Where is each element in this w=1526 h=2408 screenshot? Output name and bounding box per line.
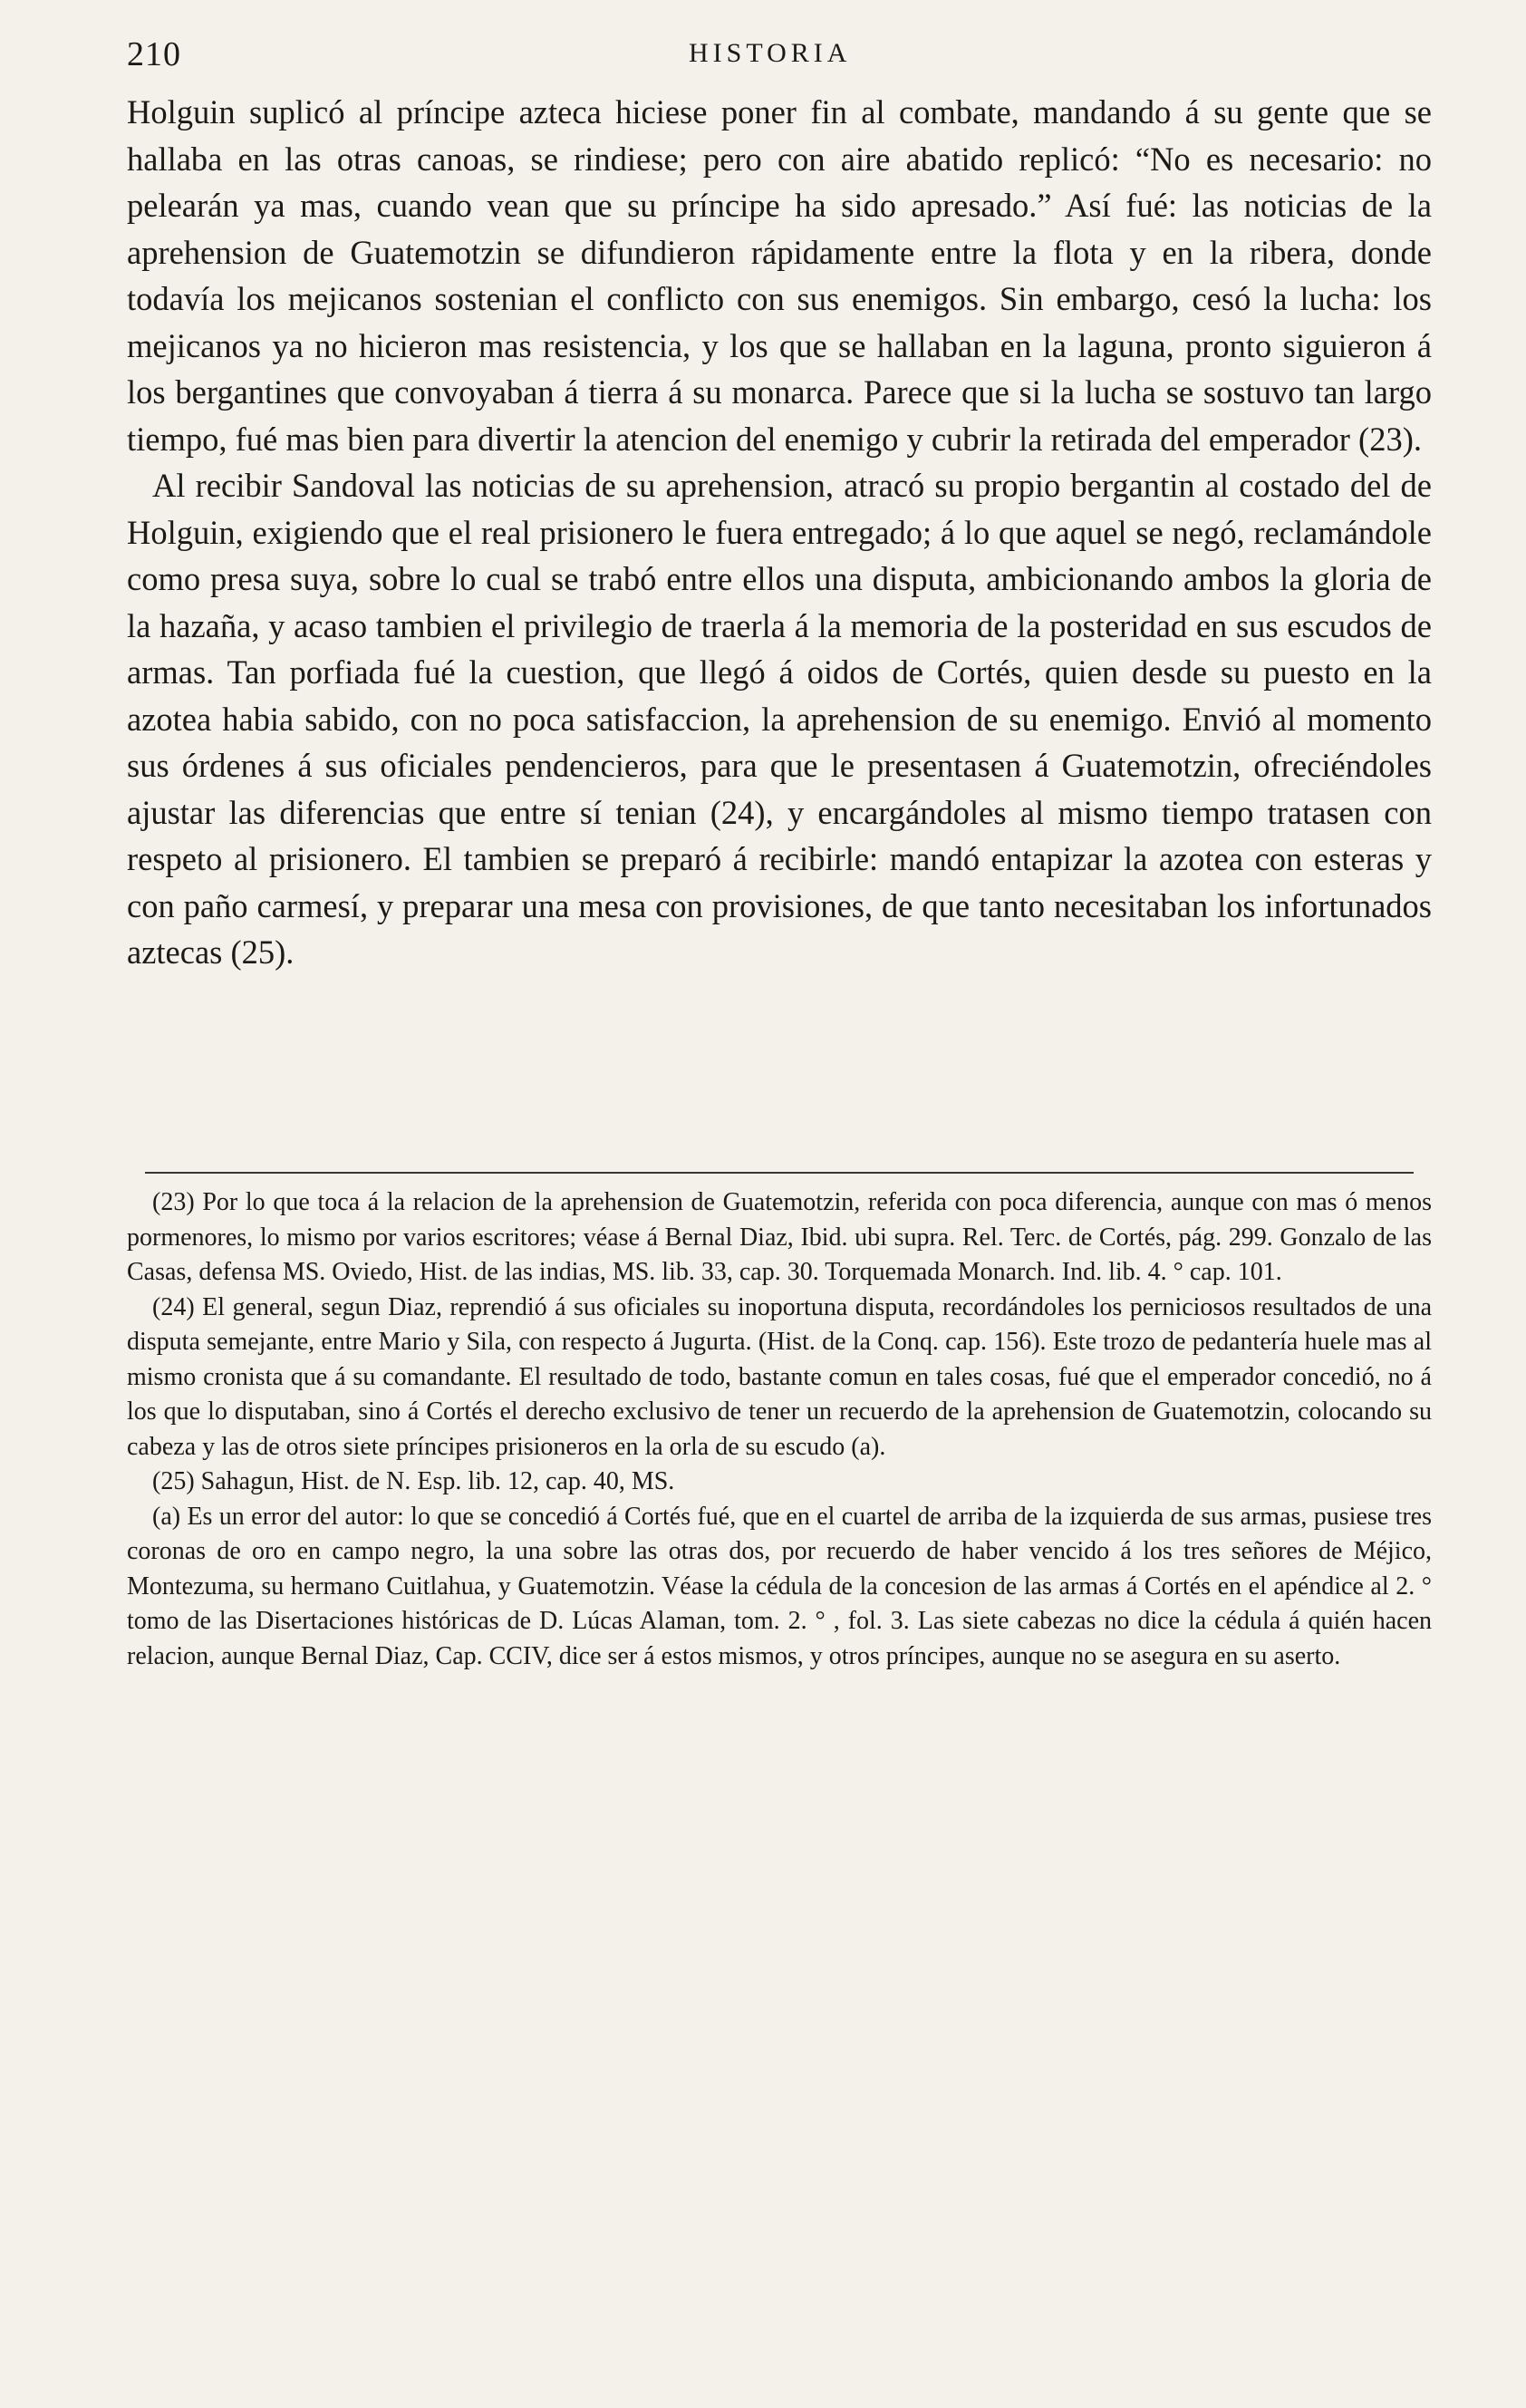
- paragraph: Al recibir Sandoval las noticias de su aprehension, atracó su propio bergantin al costado del de Holguin, exigiendo que el real prisionero le fuera entregado; á lo que aquel se negó, reclamándole como presa suya, sobre lo cual se trabó entre ellos una disputa, ambicionando ambos la gloria de la hazaña, y acaso tambien el privilegio de traerla á la memoria de la posteridad en sus escudos de armas. Tan porfiada fué la cuestion, que llegó á oidos de Cortés, quien desde su puesto en la azotea habia sabido, con no poca satisfaccion, la aprehension de su enemigo. Envió al momento sus órdenes á sus oficiales pendencieros, para que le presentasen á Guatemotzin, ofreciéndoles ajustar las diferencias que entre sí tenian (24), y encargándoles al mismo tiempo tratasen con respeto al prisionero. El tambien se preparó á recibirle: mandó entapizar la azotea con esteras y con paño carmesí, y preparar una mesa con provisiones, de que tanto necesitaban los infortunados aztecas (25).: [127, 467, 1432, 971]
- footnotes: [127, 1185, 1432, 1674]
- footnote: (23) Por lo que toca á la relacion de la aprehension de Guatemotzin, referida con poca diferencia, aunque con mas ó menos pormenores, lo mismo por varios escritores; véase á Bernal Diaz, Ibid. ubi supra. Rel. Terc. de Cortés, pág. 299. Gonzalo de las Casas, defensa MS. Oviedo, Hist. de las indias, MS. lib. 33, cap. 30. Torquemada Monarch. Ind. lib. 4. ° cap. 101.: [127, 1188, 1432, 1286]
- main-text: [127, 89, 1432, 976]
- footnote-divider: [145, 1172, 1414, 1174]
- page-header: [127, 34, 1423, 78]
- running-head: HISTORIA: [689, 38, 852, 68]
- paragraph: Holguin suplicó al príncipe azteca hiciese poner fin al combate, mandando á su gente que se hallaba en las otras canoas, se rindiese; pero con aire abatido replicó: “No es necesario: no pelearán ya mas, cuando vean que su príncipe ha sido apresado.” Así fué: las noticias de la aprehension de Guatemotzin se difundieron rápidamente entre la flota y en la ribera, donde todavía los mejicanos sostenian el conflicto con sus enemigos. Sin embargo, cesó la lucha: los mejicanos ya no hicieron mas resistencia, y los que se hallaban en la laguna, pronto siguieron á los bergantines que convoyaban á tierra á su monarca. Parece que si la lucha se sostuvo tan largo tiempo, fué mas bien para divertir la atencion del enemigo y cubrir la retirada del emperador (23).: [127, 93, 1432, 458]
- footnote: (25) Sahagun, Hist. de N. Esp. lib. 12, cap. 40, MS.: [152, 1467, 675, 1495]
- page-number: 210: [127, 35, 181, 73]
- footnote: (a) Es un error del autor: lo que se concedió á Cortés fué, que en el cuartel de arriba de la izquierda de sus armas, pusiese tres coronas de oro en campo negro, la una sobre las otras dos, por recuerdo de haber vencido á los tres señores de Méjico, Montezuma, su hermano Cuitlahua, y Guatemotzin. Véase la cédula de la concesion de las armas á Cortés en el apéndice al 2. ° tomo de las Disertaciones históricas de D. Lúcas Alaman, tom. 2. ° , fol. 3. Las siete cabezas no dice la cédula á quién hacen relacion, aunque Bernal Diaz, Cap. CCIV, dice ser á estos mismos, y otros príncipes, aunque no se asegura en su aserto.: [127, 1502, 1432, 1670]
- footnote: (24) El general, segun Diaz, reprendió á sus oficiales su inoportuna disputa, recordándoles los perniciosos resultados de una disputa semejante, entre Mario y Sila, con respecto á Jugurta. (Hist. de la Conq. cap. 156). Este trozo de pedantería huele mas al mismo cronista que á su comandante. El resultado de todo, bastante comun en tales cosas, fué que el emperador concedió, no á los que lo disputaban, sino á Cortés el derecho exclusivo de tener un recuerdo de la aprehension de Guatemotzin, colocando su cabeza y las de otros siete príncipes prisioneros en la orla de su escudo (a).: [127, 1292, 1432, 1461]
